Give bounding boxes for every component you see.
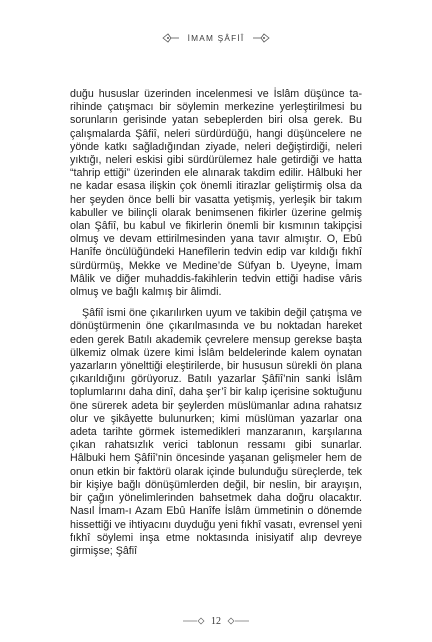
running-header xyxy=(0,32,432,44)
diamond-ornament-icon xyxy=(227,616,249,626)
fleuron-ornament-icon xyxy=(162,33,180,43)
running-title: İMAM ŞÂFİÎ xyxy=(187,33,245,43)
fleuron-ornament-icon xyxy=(252,33,270,43)
page-number: 12 xyxy=(211,615,221,627)
main-text xyxy=(70,88,362,558)
paragraph-2: Şâfiî ismi öne çıkarılırken uyum ve takibin değil çatışma ve dönüştürmenin öne çıkarılmasında ve bu noktadan hareket eden gerek Batılı akademik çevrelere mensup gerekse başta ülkemiz olmak üzere kimi İslâm beldelerinde kalem oynatan yazarların yönelttiği eleştirilerde, bir hususun sürekli ön plana çıkarıldığını görüyoruz. Batılı yazarlar Şâfiî’nin sanki İslâm toplumlarını daha dinî, daha şer’î bir kalıp içerisine soktuğunu öne sürerek adeta bir şeylerden müslümanlar adına rahatsız olur ve şikâyette bulunurken; kimi müslüman yazarlar ona adeta tarihte görmek istemedikleri manzaranın, karşılarına çıkan rahatsızlık verici tablonun ressamı gibi sunarlar. Hâlbuki hem Şâfiî’nin öncesinde yaşanan gelişmeler hem de onun etkin bir faktörü olarak içinde bulunduğu süreçlerde, tek bir kişiye bağlı dönüşümlerden değil, bir neslin, bir arayışın, bir çağın yönelimlerinden bahsetmek daha doğru olacaktır. Nasıl İmam-ı Azam Ebû Hanîfe İslâm ümmetinin o dönemde hissettiği ve ihtiyacını duyduğu yeni fıkhî vasatı, evrensel yeni fıkhî söylemi inşa etme noktasında inisiyatif alıp devreye girmişse; Şâfiî xyxy=(70,307,362,557)
diamond-ornament-icon xyxy=(183,616,205,626)
paragraph-1: duğu hususlar üzerinden incelenmesi ve İslâm düşünce tarihinde çatışmacı bir söylemin merkezine yerleştirilmesi bu sorunların gerisinde yatan sebeplerden biri olsa gerek. Bu çalışmalarda Şâfiî, neleri sürdürdüğü, hangi düşüncelere ne yönde katkı sağladığından ziyade, neleri değiştirdiği, neleri yıktığı, neleri eskisi gibi sürdürülemez hale getirdiği ve hatta “tahrip ettiği” üzerinden ele alınarak takdim edilir. Hâlbuki her ne kadar esasa ilişkin çok önemli itirazlar geliştirmiş olsa da her şeyden önce belli bir vasatta yetişmiş, yerleşik bir takım kabuller ve bilinçli olarak benimsenen fikirler üzerine gelmiş olan Şâfiî, bu kabul ve fikirlerin önemli bir kısmının takipçisi olmuş ve devam ettirilmesinden yana tavır almıştır. O, Ebû Hanîfe öncülüğündeki Hanefîlerin tedvin edip var kıldığı fıkhî sürdürmüş, Mekke ve Medine’de Süfyan b. Uyeyne, İmam Mâlik ve diğer muhaddis-fakihlerin tedvin ettiği hadise vâris olmuş ve bağlı kalmış bir âlimdi. xyxy=(70,88,362,299)
page-footer xyxy=(0,614,432,628)
